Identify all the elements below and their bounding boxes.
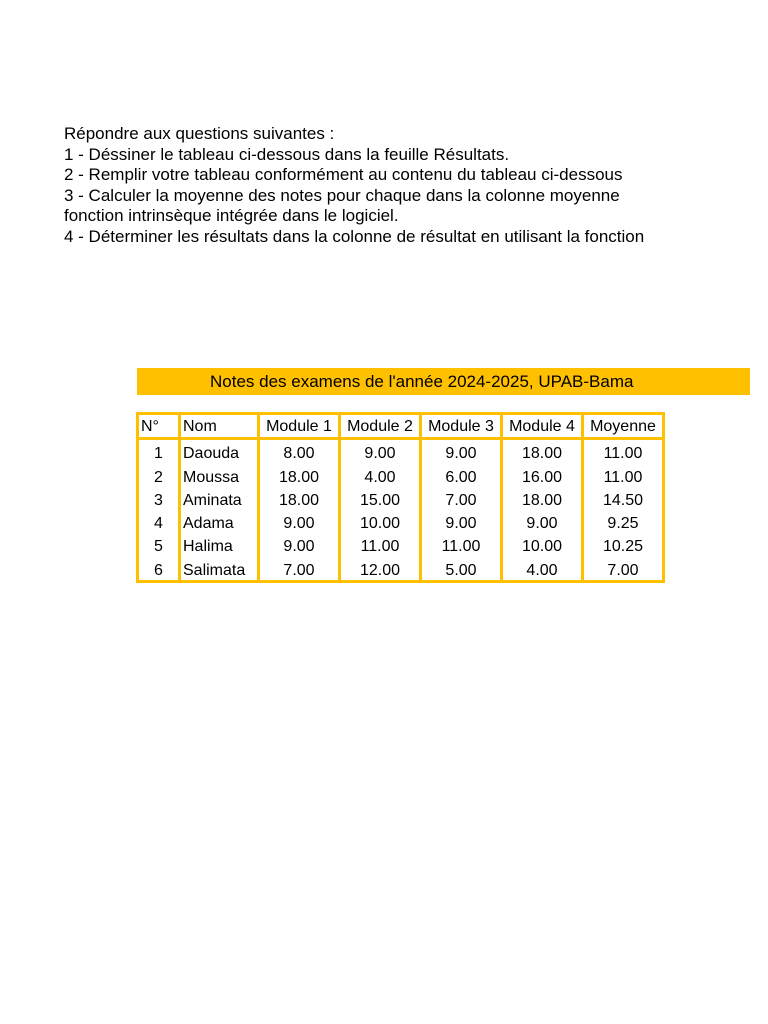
cell-module-2[interactable]: 10.00: [340, 510, 421, 533]
cell-module-4[interactable]: 10.00: [502, 533, 583, 556]
cell-module-2[interactable]: 15.00: [340, 487, 421, 510]
table-row: [138, 556, 664, 581]
cell-module-3[interactable]: 9.00: [421, 510, 502, 533]
header-number[interactable]: N°: [138, 414, 180, 439]
cell-module-1[interactable]: 18.00: [259, 487, 340, 510]
cell-number[interactable]: 3: [138, 487, 180, 510]
cell-module-4[interactable]: 4.00: [502, 556, 583, 581]
cell-module-1[interactable]: 7.00: [259, 556, 340, 581]
header-name[interactable]: Nom: [180, 414, 259, 439]
cell-average[interactable]: 14.50: [583, 487, 664, 510]
cell-name[interactable]: Aminata: [180, 487, 259, 510]
cell-name[interactable]: Halima: [180, 533, 259, 556]
cell-number[interactable]: 5: [138, 533, 180, 556]
grades-table: [136, 412, 665, 583]
header-module-3[interactable]: Module 3: [421, 414, 502, 439]
header-module-2[interactable]: Module 2: [340, 414, 421, 439]
cell-number[interactable]: 6: [138, 556, 180, 581]
table-row: [138, 510, 664, 533]
cell-module-1[interactable]: 18.00: [259, 463, 340, 486]
cell-name[interactable]: Salimata: [180, 556, 259, 581]
header-module-4[interactable]: Module 4: [502, 414, 583, 439]
instruction-line-3-continued: fonction intrinsèque intégrée dans le logiciel.: [64, 206, 399, 226]
cell-module-4[interactable]: 18.00: [502, 439, 583, 464]
cell-name[interactable]: Moussa: [180, 463, 259, 486]
instruction-line-1: 1 - Déssiner le tableau ci-dessous dans la feuille Résultats.: [64, 144, 510, 164]
cell-number[interactable]: 4: [138, 510, 180, 533]
cell-module-2[interactable]: 11.00: [340, 533, 421, 556]
instruction-line-4: 4 - Déterminer les résultats dans la colonne de résultat en utilisant la fonction: [64, 226, 645, 246]
cell-module-4[interactable]: 9.00: [502, 510, 583, 533]
cell-module-2[interactable]: 12.00: [340, 556, 421, 581]
table-row: [138, 463, 664, 486]
cell-module-3[interactable]: 6.00: [421, 463, 502, 486]
cell-average[interactable]: 7.00: [583, 556, 664, 581]
cell-name[interactable]: Adama: [180, 510, 259, 533]
instructions-block: [64, 124, 656, 248]
cell-average[interactable]: 11.00: [583, 439, 664, 464]
cell-module-2[interactable]: 4.00: [340, 463, 421, 486]
cell-average[interactable]: 11.00: [583, 463, 664, 486]
instruction-line-2: 2 - Remplir votre tableau conformément au contenu du tableau ci-dessous: [64, 165, 623, 185]
header-module-1[interactable]: Module 1: [259, 414, 340, 439]
cell-module-3[interactable]: 7.00: [421, 487, 502, 510]
instruction-line-intro: Répondre aux questions suivantes :: [64, 124, 335, 143]
table-title: Notes des examens de l'année 2024-2025, UPAB-Bama: [210, 372, 634, 391]
table-row: [138, 487, 664, 510]
cell-module-3[interactable]: 9.00: [421, 439, 502, 464]
table-header-row: [138, 414, 664, 439]
cell-module-2[interactable]: 9.00: [340, 439, 421, 464]
cell-module-1[interactable]: 9.00: [259, 533, 340, 556]
cell-average[interactable]: 9.25: [583, 510, 664, 533]
cell-module-1[interactable]: 8.00: [259, 439, 340, 464]
table-title-bar: [137, 368, 750, 395]
cell-module-4[interactable]: 18.00: [502, 487, 583, 510]
header-average[interactable]: Moyenne: [583, 414, 664, 439]
cell-number[interactable]: 2: [138, 463, 180, 486]
cell-average[interactable]: 10.25: [583, 533, 664, 556]
cell-module-3[interactable]: 11.00: [421, 533, 502, 556]
cell-module-1[interactable]: 9.00: [259, 510, 340, 533]
table-row: [138, 533, 664, 556]
table-row: [138, 439, 664, 464]
cell-number[interactable]: 1: [138, 439, 180, 464]
cell-module-4[interactable]: 16.00: [502, 463, 583, 486]
cell-module-3[interactable]: 5.00: [421, 556, 502, 581]
cell-name[interactable]: Daouda: [180, 439, 259, 464]
instruction-line-3: 3 - Calculer la moyenne des notes pour chaque dans la colonne moyenne: [64, 185, 620, 205]
